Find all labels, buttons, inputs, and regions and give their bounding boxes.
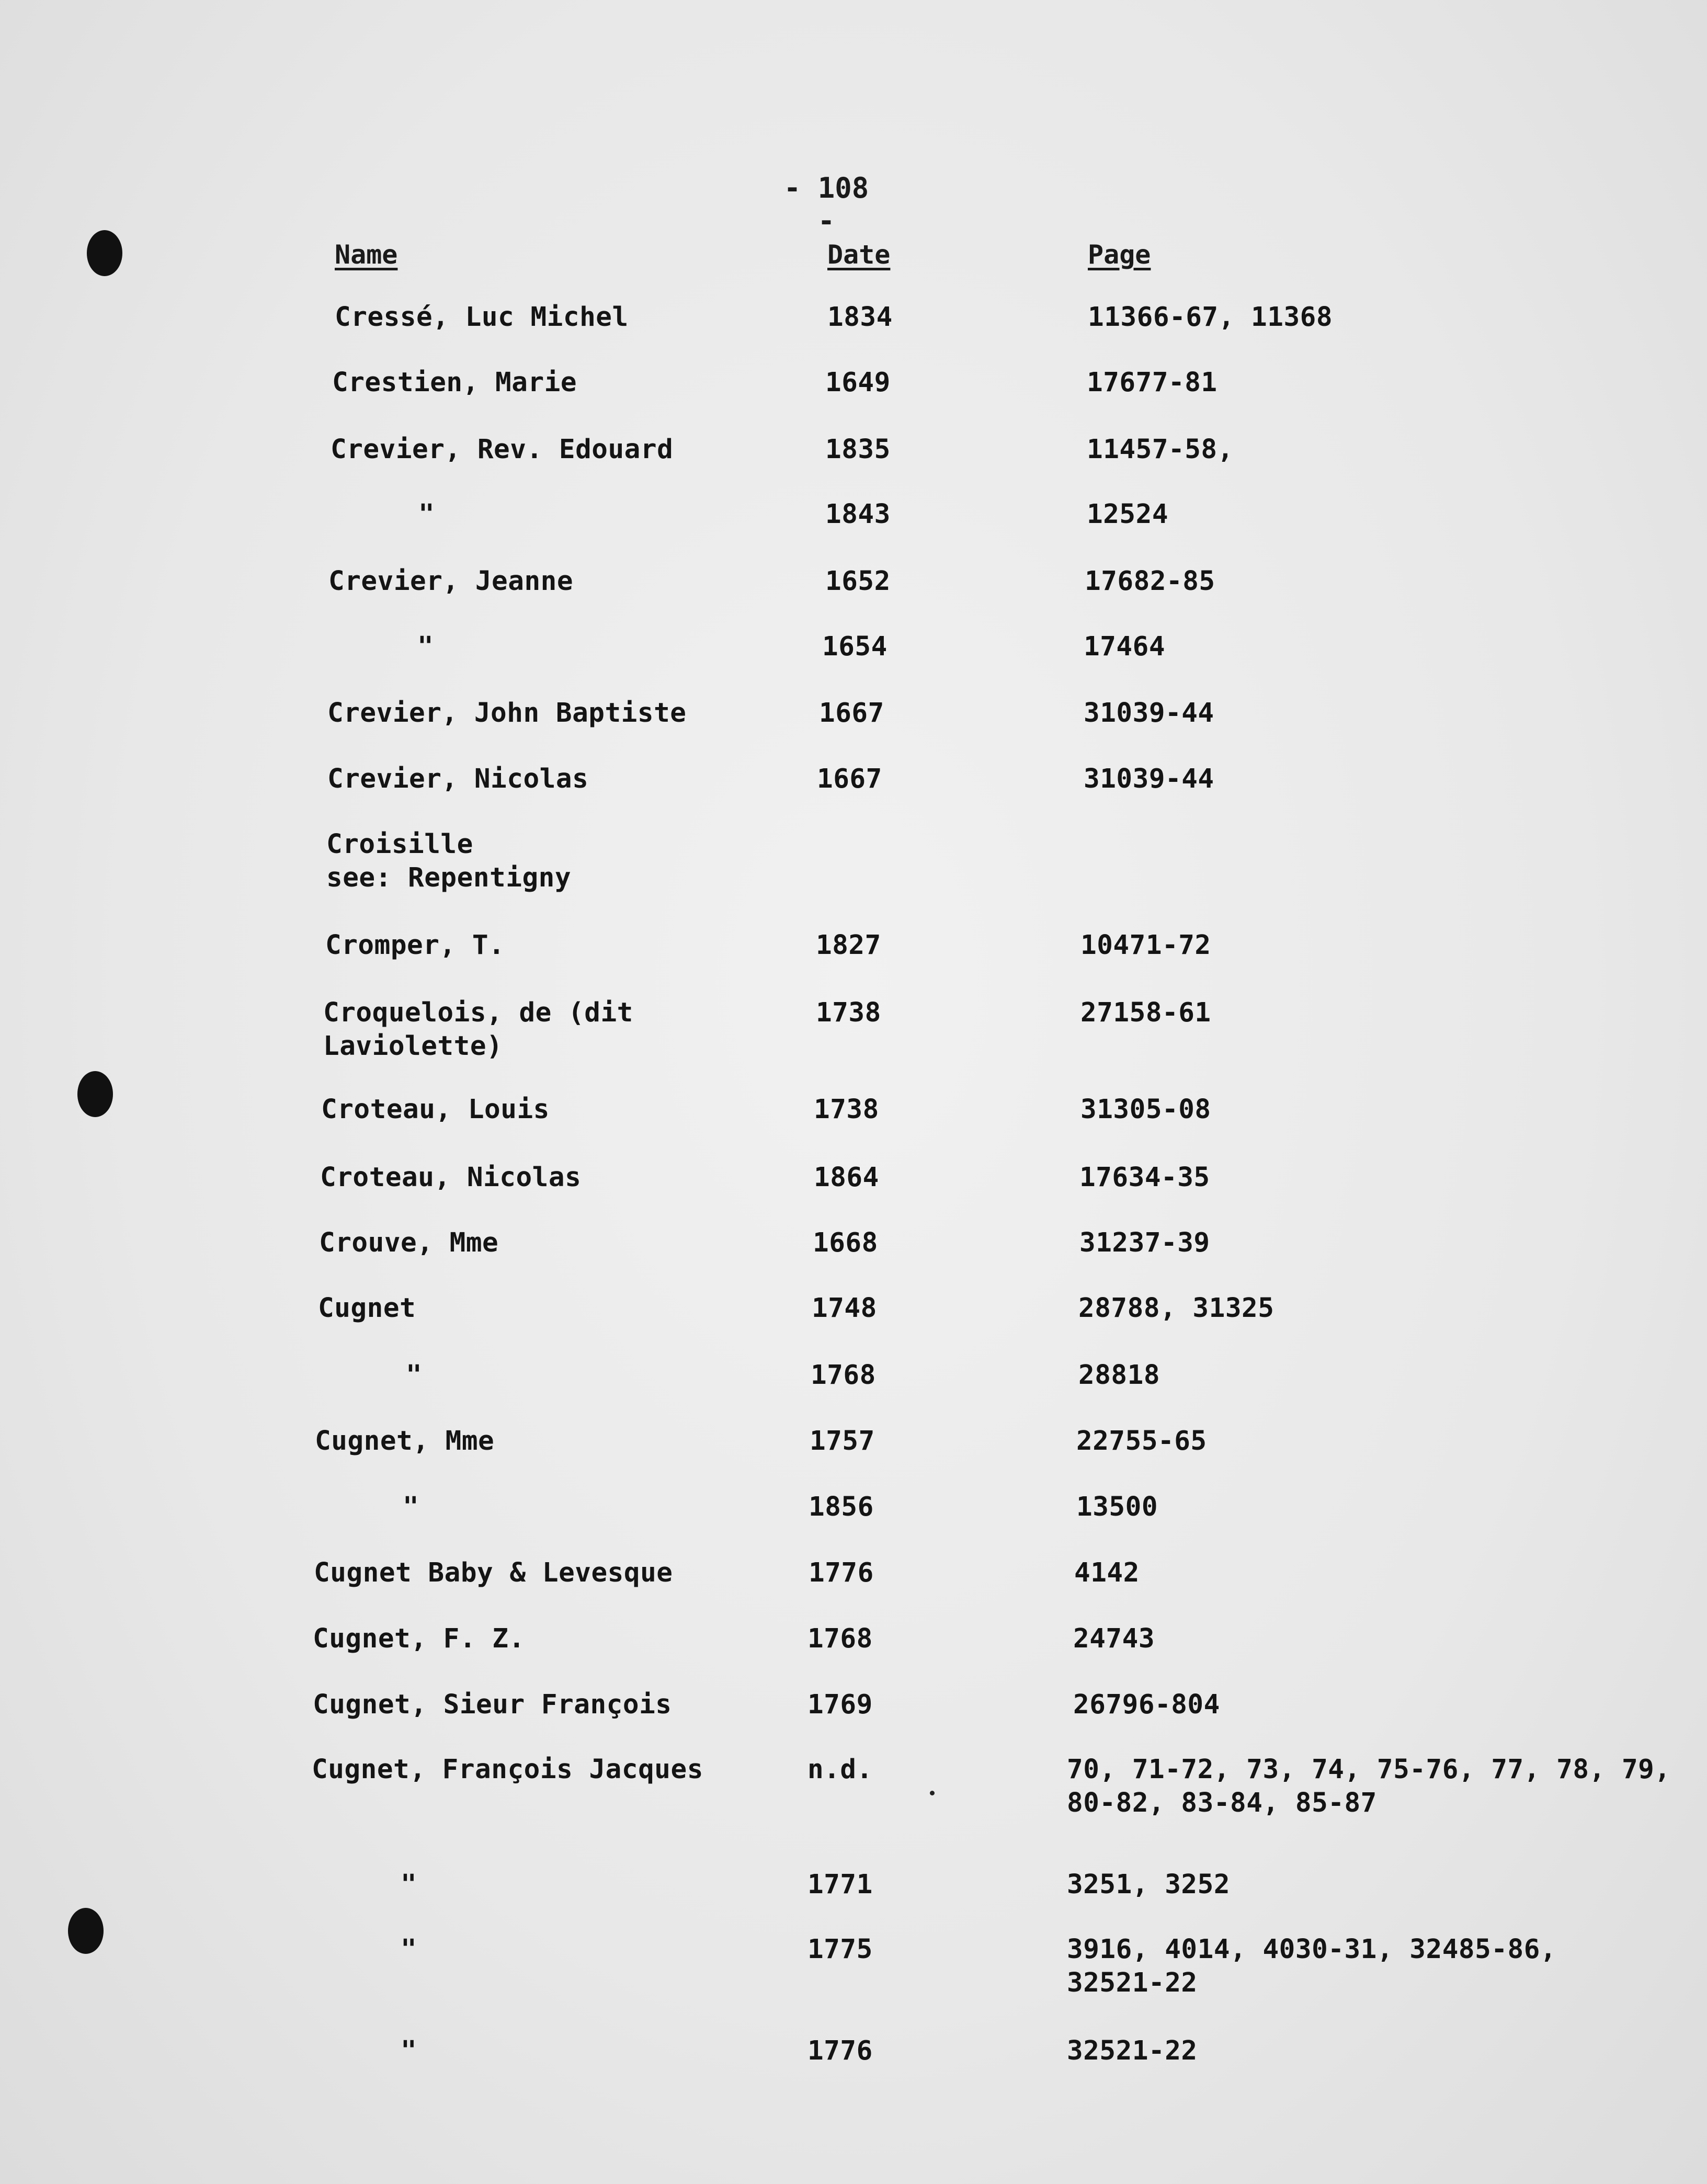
entry-date: 1835	[825, 434, 891, 465]
entry-pages: 3916, 4014, 4030-31, 32485-86, 32521-22	[1067, 1934, 1557, 1998]
entry-date: 1649	[825, 367, 891, 398]
entry-name: Cugnet Baby & Levesque	[314, 1557, 673, 1588]
entry-name: Cromper, T.	[325, 930, 505, 961]
entry-name: Cugnet, Sieur François	[313, 1689, 672, 1720]
entry-name: "	[403, 1492, 419, 1522]
entry-name: "	[401, 2035, 417, 2066]
entry-date: 1738	[814, 1094, 879, 1125]
header-date: Date	[827, 240, 891, 270]
entry-date: 1738	[816, 997, 881, 1028]
entry-date: 1775	[807, 1934, 873, 1965]
entry-pages: 28818	[1078, 1360, 1160, 1391]
entry-pages: 17634-35	[1079, 1162, 1210, 1193]
entry-date: 1776	[807, 2035, 873, 2066]
entry-name: Croquelois, de (dit Laviolette)	[323, 997, 633, 1062]
entry-pages: 13500	[1076, 1492, 1158, 1522]
page-number: - 108 -	[783, 172, 869, 237]
entry-name: Croisille see: Repentigny	[326, 829, 572, 893]
entry-pages: 31039-44	[1084, 698, 1214, 729]
entry-pages: 4142	[1074, 1557, 1140, 1588]
entry-pages: 11366-67, 11368	[1088, 302, 1333, 333]
entry-pages: 70, 71-72, 73, 74, 75-76, 77, 78, 79, 80-82, 83-84, 85-87	[1067, 1754, 1671, 1818]
entry-name: Crouve, Mme	[319, 1227, 499, 1258]
entry-name: Croteau, Louis	[321, 1094, 550, 1125]
entry-pages: 24743	[1073, 1623, 1155, 1654]
entry-pages: 17682-85	[1085, 566, 1215, 597]
entry-pages: 31237-39	[1079, 1227, 1210, 1258]
entry-name: "	[401, 1934, 417, 1965]
entry-pages: 31305-08	[1080, 1094, 1211, 1125]
entry-date: 1856	[809, 1492, 874, 1522]
entry-date: 1834	[827, 302, 893, 333]
entry-date: 1768	[807, 1623, 873, 1654]
entry-name: "	[418, 499, 435, 530]
entry-name: Crevier, Nicolas	[327, 764, 589, 794]
entry-name: Cugnet, François Jacques	[312, 1754, 703, 1785]
entry-pages: 28788, 31325	[1078, 1293, 1274, 1324]
entry-name: Crevier, Jeanne	[328, 566, 574, 597]
entry-date: 1771	[807, 1869, 873, 1900]
entry-name: Croteau, Nicolas	[320, 1162, 582, 1193]
entry-date: 1748	[812, 1293, 877, 1324]
entry-date: 1757	[810, 1426, 875, 1457]
entry-date: 1668	[813, 1227, 878, 1258]
entry-name: "	[417, 631, 434, 662]
entry-pages: 26796-804	[1073, 1689, 1220, 1720]
entry-date: 1843	[825, 499, 891, 530]
entry-date: 1667	[819, 698, 884, 729]
entry-pages: 17464	[1084, 631, 1166, 662]
entry-name: Cugnet	[318, 1293, 416, 1324]
header-page: Page	[1088, 240, 1151, 270]
entry-name: Cugnet, F. Z.	[313, 1623, 525, 1654]
entry-pages: 11457-58,	[1087, 434, 1234, 465]
entry-pages: 12524	[1087, 499, 1169, 530]
entry-date: 1864	[814, 1162, 879, 1193]
header-name: Name	[335, 240, 398, 270]
entry-date: 1654	[822, 631, 887, 662]
entry-pages: 17677-81	[1087, 367, 1217, 398]
entry-name: Crevier, John Baptiste	[327, 698, 687, 729]
entry-date: 1769	[807, 1689, 873, 1720]
entry-name: Cugnet, Mme	[315, 1426, 495, 1457]
entry-date: n.d.	[807, 1754, 873, 1785]
entry-pages: 3251, 3252	[1067, 1869, 1231, 1900]
punch-hole-bottom	[68, 1908, 104, 1954]
entry-date: 1776	[809, 1557, 874, 1588]
entry-name: "	[401, 1869, 417, 1900]
punch-hole-middle	[77, 1071, 113, 1117]
entry-pages: 31039-44	[1084, 764, 1214, 794]
entry-name: Cressé, Luc Michel	[335, 302, 629, 333]
stray-mark	[930, 1791, 935, 1795]
entry-pages: 22755-65	[1076, 1426, 1207, 1457]
entry-name: "	[406, 1360, 423, 1391]
entry-pages: 10471-72	[1080, 930, 1211, 961]
entry-date: 1827	[816, 930, 881, 961]
entry-date: 1667	[817, 764, 882, 794]
entry-pages: 27158-61	[1080, 997, 1211, 1028]
entry-date: 1768	[811, 1360, 876, 1391]
entry-name: Crevier, Rev. Edouard	[331, 434, 674, 465]
entry-name: Crestien, Marie	[332, 367, 577, 398]
entry-date: 1652	[825, 566, 891, 597]
punch-hole-top	[87, 230, 122, 276]
entry-pages: 32521-22	[1067, 2035, 1198, 2066]
